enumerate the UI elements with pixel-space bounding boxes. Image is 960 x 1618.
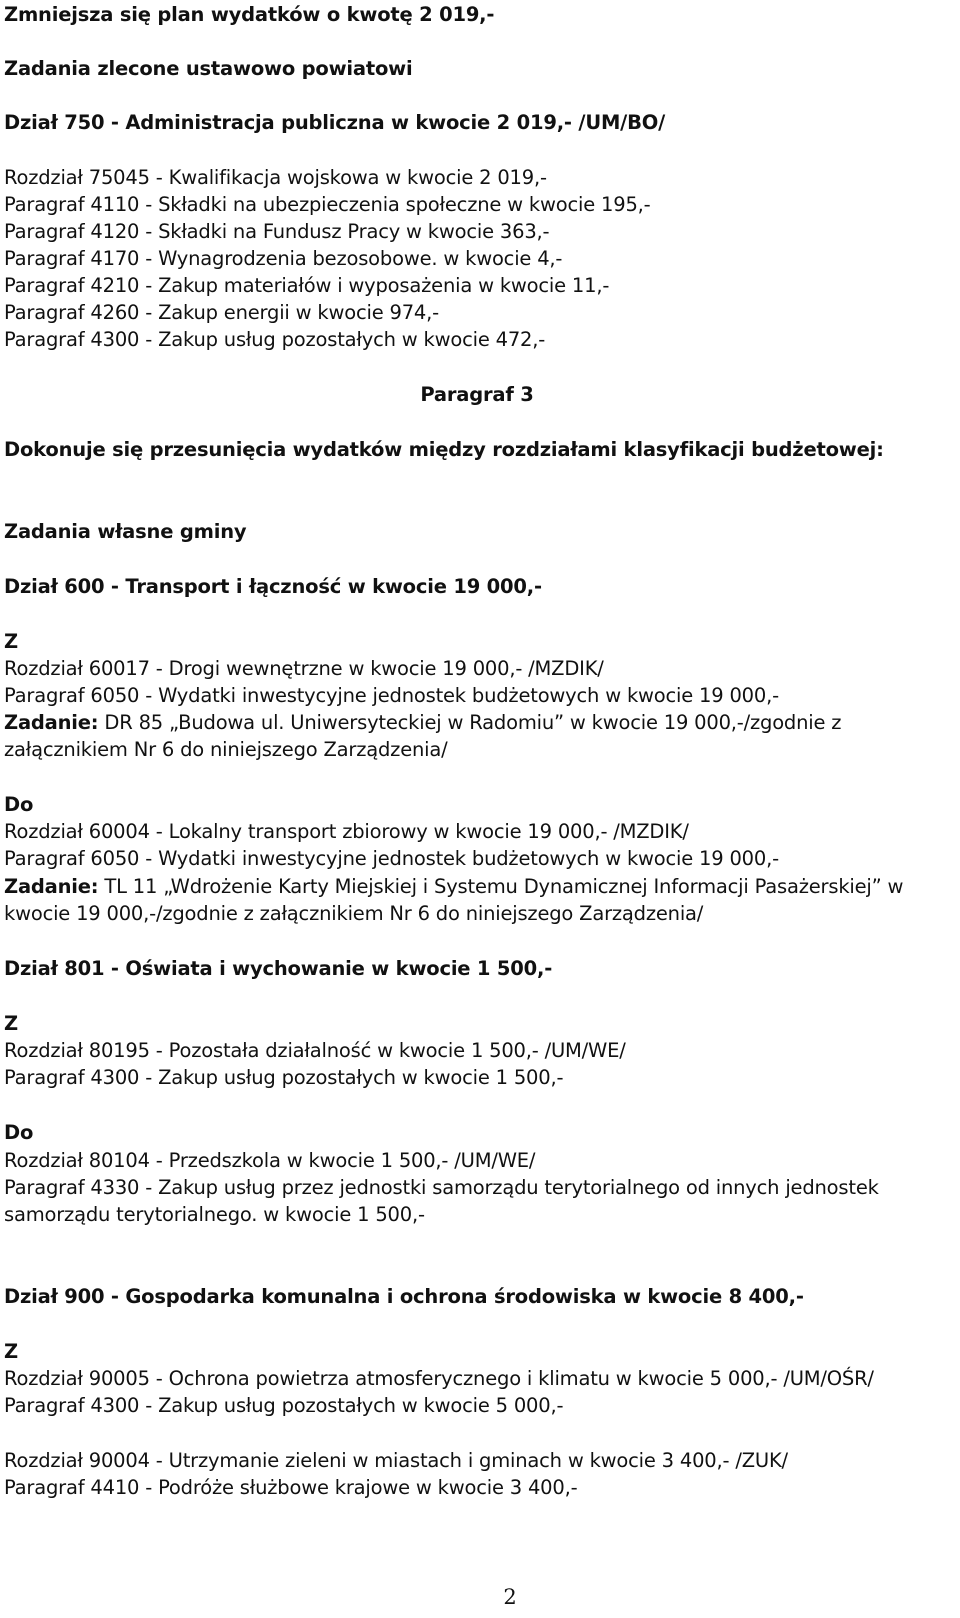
division-heading: Dział 900 - Gospodarka komunalna i ochrona środowiska w kwocie 8 400,- [4,1285,804,1308]
paragraph-line: Paragraf 4210 - Zakup materiałów i wyposażenia w kwocie 11,- [4,274,610,297]
paragraph-line: Paragraf 4410 - Podróże służbowe krajowe w kwocie 3 400,- [4,1476,578,1499]
division-heading: Dział 750 - Administracja publiczna w kwocie 2 019,- /UM/BO/ [4,111,666,134]
task-line [4,709,841,737]
task-label: Zadanie: [4,875,99,898]
chapter-line: Rozdział 90005 - Ochrona powietrza atmosferycznego i klimatu w kwocie 5 000,- /UM/OŚR/ [4,1367,874,1390]
division-heading: Dział 600 - Transport i łączność w kwocie 19 000,- [4,575,542,598]
paragraph-line: Paragraf 4300 - Zakup usług pozostałych w kwocie 1 500,- [4,1066,564,1089]
task-line-continued: kwocie 19 000,-/zgodnie z załącznikiem Nr 6 do niniejszego Zarządzenia/ [4,902,704,925]
section-heading: Zadania własne gminy [4,520,247,543]
chapter-line: Rozdział 80195 - Pozostała działalność w kwocie 1 500,- /UM/WE/ [4,1039,626,1062]
chapter-line: Rozdział 75045 - Kwalifikacja wojskowa w kwocie 2 019,- [4,166,547,189]
task-text: DR 85 „Budowa ul. Uniwersyteckiej w Radomiu” w kwocie 19 000,-/zgodnie z [98,711,842,734]
task-text: TL 11 „Wdrożenie Karty Miejskiej i Systemu Dynamicznej Informacji Pasażerskiej” w [98,875,904,898]
to-marker: Do [4,1121,34,1144]
paragraph-line: Paragraf 4260 - Zakup energii w kwocie 974,- [4,301,439,324]
chapter-line: Rozdział 60004 - Lokalny transport zbiorowy w kwocie 19 000,- /MZDIK/ [4,820,689,843]
paragraph-title: Paragraf 3 [420,383,534,406]
task-line [4,873,903,901]
chapter-line: Rozdział 60017 - Drogi wewnętrzne w kwocie 19 000,- /MZDIK/ [4,657,604,680]
from-marker: Z [4,1340,18,1363]
chapter-line: Rozdział 80104 - Przedszkola w kwocie 1 500,- /UM/WE/ [4,1149,536,1172]
paragraph-line: Paragraf 6050 - Wydatki inwestycyjne jednostek budżetowych w kwocie 19 000,- [4,684,779,707]
paragraph-line-continued: samorządu terytorialnego. w kwocie 1 500,- [4,1203,425,1226]
chapter-line: Rozdział 90004 - Utrzymanie zieleni w miastach i gminach w kwocie 3 400,- /ZUK/ [4,1449,788,1472]
paragraph-line: Paragraf 6050 - Wydatki inwestycyjne jednostek budżetowych w kwocie 19 000,- [4,847,779,870]
task-line-continued: załącznikiem Nr 6 do niniejszego Zarządzenia/ [4,738,448,761]
paragraph-line: Paragraf 4170 - Wynagrodzenia bezosobowe. w kwocie 4,- [4,247,563,270]
from-marker: Z [4,1012,18,1035]
to-marker: Do [4,793,34,816]
paragraph-line: Paragraf 4300 - Zakup usług pozostałych w kwocie 472,- [4,328,546,351]
reduction-heading: Zmniejsza się plan wydatków o kwotę 2 019,- [4,3,495,26]
paragraph-line: Paragraf 4300 - Zakup usług pozostałych w kwocie 5 000,- [4,1394,564,1417]
paragraph-line: Paragraf 4330 - Zakup usług przez jednostki samorządu terytorialnego od innych jednostek [4,1176,879,1199]
page-number: 2 [503,1585,517,1609]
from-marker: Z [4,630,18,653]
task-label: Zadanie: [4,711,99,734]
division-heading: Dział 801 - Oświata i wychowanie w kwocie 1 500,- [4,957,553,980]
paragraph-line: Paragraf 4120 - Składki na Fundusz Pracy w kwocie 363,- [4,220,550,243]
section-heading: Zadania zlecone ustawowo powiatowi [4,57,413,80]
paragraph-line: Paragraf 4110 - Składki na ubezpieczenia społeczne w kwocie 195,- [4,193,651,216]
transfer-heading: Dokonuje się przesunięcia wydatków między rozdziałami klasyfikacji budżetowej: [4,438,884,461]
